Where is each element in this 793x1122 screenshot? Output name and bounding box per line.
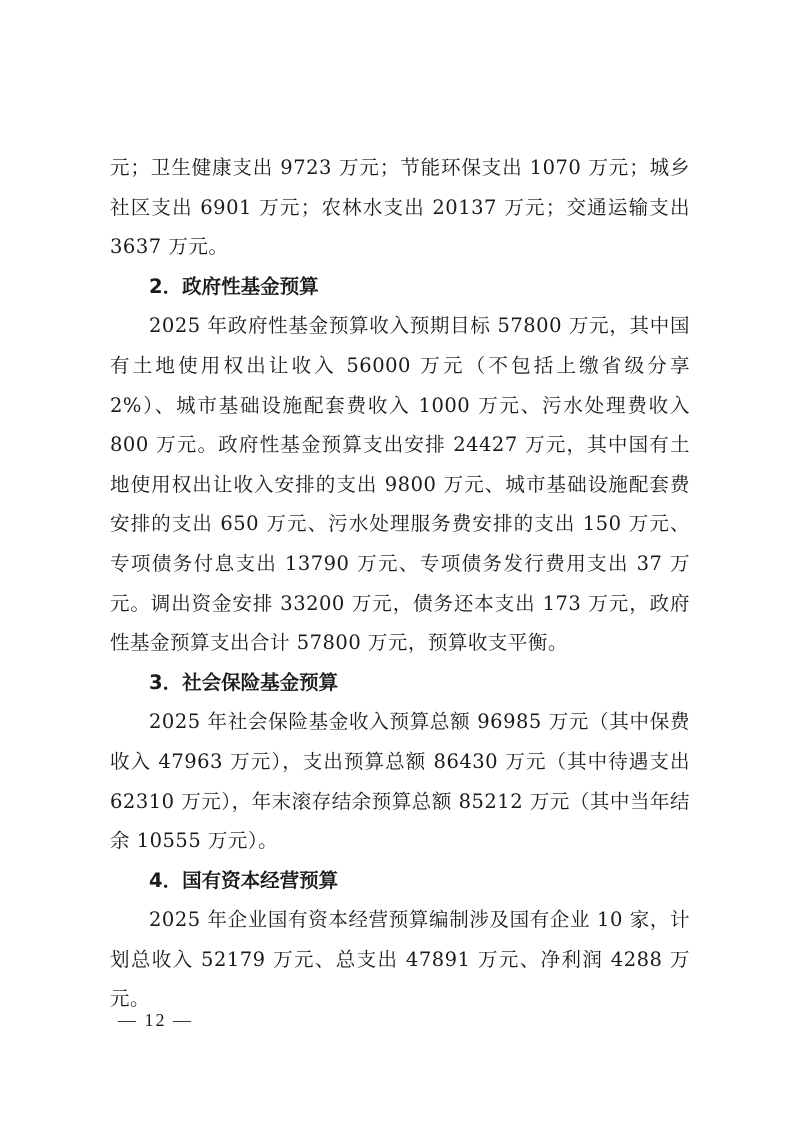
section-heading-government-fund: 2．政府性基金预算 [149,274,319,298]
section-heading-social-insurance: 3．社会保险基金预算 [149,670,339,694]
document-body [110,148,690,1019]
state-capital-paragraph: 2025 年企业国有资本经营预算编制涉及国有企业 10 家，计划总收入 52179 万元、总支出 47891 万元、净利润 4288 万元。 [110,908,690,1011]
section-heading-state-capital: 4．国有资本经营预算 [149,868,339,892]
government-fund-paragraph: 2025 年政府性基金预算收入预期目标 57800 万元，其中国有土地使用权出让收入 56000 万元（不包括上缴省级分享 2%）、城市基础设施配套费收入 1000 万元、污水处理费收入 800 万元。政府性基金预算支出安排 24427 万元，其中国有土地使用权出让收入安排的支出 9800 万元、城市基础设施配套费安排的支出 650 万元、污水处理服务费安排的支出 150 万元、专项债务付息支出 13790 万元、专项债务发行费用支出 37 万元。调出资金安排 33200 万元，债务还本支出 173 万元，政府性基金预算支出合计 57800 万元，预算收支平衡。 [110,314,690,655]
page-number: — 12 — [118,1010,193,1030]
social-insurance-paragraph: 2025 年社会保险基金收入预算总额 96985 万元（其中保费收入 47963 万元），支出预算总额 86430 万元（其中待遇支出 62310 万元），年末滚存结余预算总额 85212 万元（其中当年结余 10555 万元）。 [110,710,690,853]
continuation-paragraph: 元；卫生健康支出 9723 万元；节能环保支出 1070 万元；城乡社区支出 6901 万元；农林水支出 20137 万元；交通运输支出 3637 万元。 [110,156,690,259]
